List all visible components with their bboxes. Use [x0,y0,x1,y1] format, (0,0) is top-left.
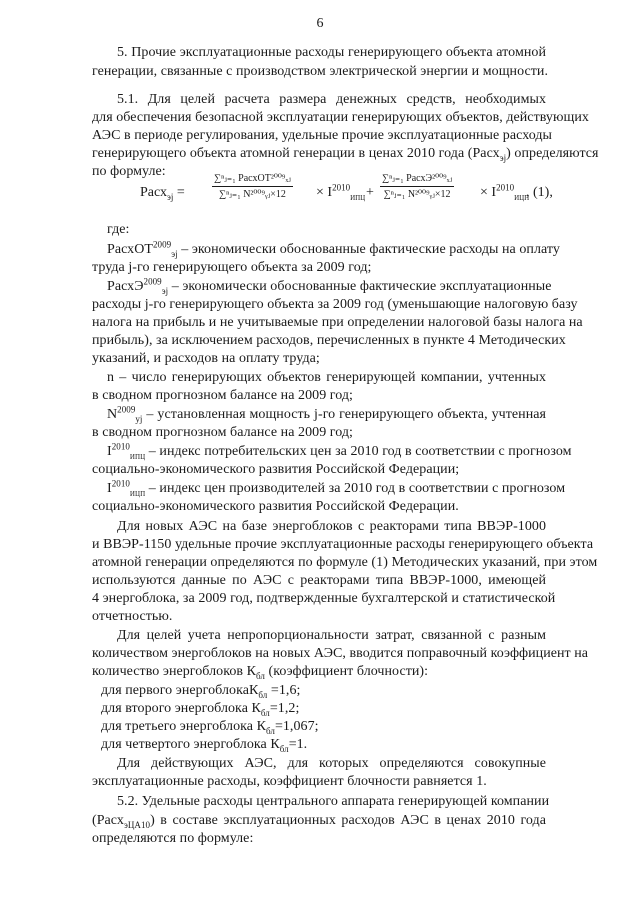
section-52-line-2: (Расх$_{эЦА10}$) в составе эксплуатационных расходов АЭС в ценах 2010 года [92,813,546,830]
formula-fraction-2: ∑ⁿⱼ₌₁ РасхЭ²⁰⁰⁹ₓⱼ ∑ⁿⱼ₌₁ N²⁰⁰⁹ᵧⱼ×12 [382,173,453,200]
def-n-line-2: в сводном прогнозном балансе на 2009 год; [92,388,353,403]
coeff-first: для первого энергоблокаК$_{бл}$ =1,6; [101,683,301,700]
def-rashot-line-2: труда j-го генерирующего объекта за 2009 год; [92,260,372,275]
section-51-line-3: АЭС в периоде регулирования, удельные прочие эксплуатационные расходы [92,128,552,143]
def-n-line-1: n – число генерирующих объектов генерирующей компании, учтенных [107,370,546,385]
def-N-line-1: $N^{2009}_{yj}$ – установленная мощность j-го генерирующего объекта, учтенная [107,404,546,424]
def-rashe-line-1: РасхЭ$^{2009}_{эj}$ – экономически обоснованные фактические эксплуатационные [107,276,552,296]
section-5-line-2: генерации, связанные с производством электрической энергии и мощности. [92,64,548,79]
existing-line-2: эксплуатационные расходы, коэффициент блочности равняется 1. [92,774,487,789]
existing-line-1: Для действующих АЭС, для которых определяются совокупные [117,756,546,771]
disprop-line-2: количеством энергоблоков на новых АЭС, вводится поправочный коэффициент на [92,646,589,661]
section-51-line-4: генерирующего объекта атомной генерации в ценах 2010 года (Расх$_{эj}$) определяются [92,146,599,163]
formula-plus: + [366,185,374,200]
page-number: 6 [316,16,324,31]
def-icp-line-1: $I^{2010}_{ИЦП}$ – индекс цен производителей за 2010 год в соответствии с прогнозом [107,478,566,498]
coeff-third: для третьего энергоблока $К_{бл}=1,067$; [101,719,319,736]
formula-index-ipc: × $I^{2010}_{ИПЦ}$ [316,182,366,202]
section-52-line-3: определяются по формуле: [92,831,254,846]
def-rashot-line-1: РасхОТ$^{2009}_{эj}$ – экономически обоснованные фактические расходы на оплату [107,239,560,259]
def-ipc-line-1: $I^{2010}_{ИПЦ}$ – индекс потребительских цен за 2010 год в соответствии с прогнозом [107,441,572,461]
new-aes-line-4: используются данные по АЭС с реакторами типа ВВЭР-1000, имеющей [92,573,546,588]
formula-1 [140,170,560,218]
new-aes-line-3: атомной генерации определяются по формуле (1) Методических указаний, при этом [92,555,598,570]
def-rashe-line-4: прибыль), за исключением расходов, перечисленных в пункте 4 Методических [92,333,566,348]
new-aes-line-6: отчетностью. [92,609,173,624]
new-aes-line-5: 4 энергоблока, за 2009 год, подтвержденные бухгалтерской и статистической [92,591,556,606]
formula-lhs: Расх$_{эj}$ = [140,185,185,202]
formula-fraction-1: ∑ⁿⱼ₌₁ РасхОТ²⁰⁰⁹ₓⱼ ∑ⁿⱼ₌₁ N²⁰⁰⁹ᵧⱼ×12 [214,173,291,200]
def-icp-line-2: социально-экономического развития Российской Федерации. [92,499,459,514]
coeff-second: для второго энергоблока $К_{бл}=1,2$; [101,701,300,718]
def-N-line-2: в сводном прогнозном балансе на 2009 год; [92,425,353,440]
section-51-line-5: по формуле: [92,164,166,179]
formula-number: , (1), [526,185,553,200]
new-aes-line-2: и ВВЭР-1150 удельные прочие эксплуатационные расходы генерирующего объекта [92,537,594,552]
new-aes-line-1: Для новых АЭС на базе энергоблоков с реакторами типа ВВЭР-1000 [117,519,546,534]
section-52-line-1: 5.2. Удельные расходы центрального аппарата генерирующей компании [117,794,550,809]
formula-index-icp: × $I^{2010}_{ИЦП}$ [480,182,530,202]
where-label: где: [107,222,130,237]
def-ipc-line-2: социально-экономического развития Российской Федерации; [92,462,460,477]
coeff-fourth: для четвертого энергоблока $К_{бл}=1$. [101,737,308,754]
section-51-line-2: для обеспечения безопасной эксплуатации генерирующих объектов, действующих [92,110,589,125]
def-rashe-line-5: указаний, и расходов на оплату труда; [92,351,320,366]
disprop-line-1: Для целей учета непропорциональности затрат, связанной с разным [117,628,546,643]
section-5-line-1: 5. Прочие эксплуатационные расходы генерирующего объекта атомной [117,45,546,60]
def-rashe-line-3: налога на прибыль и не учитываемые при определении налоговой базы налога на [92,315,583,330]
def-rashe-line-2: расходы j-го генерирующего объекта за 2009 год (уменьшающие налоговую базу [92,297,578,312]
disprop-line-3: количество энергоблоков $К_{бл}$ (коэффициент блочности): [92,664,429,681]
section-51-line-1: 5.1. Для целей расчета размера денежных средств, необходимых [117,92,546,107]
